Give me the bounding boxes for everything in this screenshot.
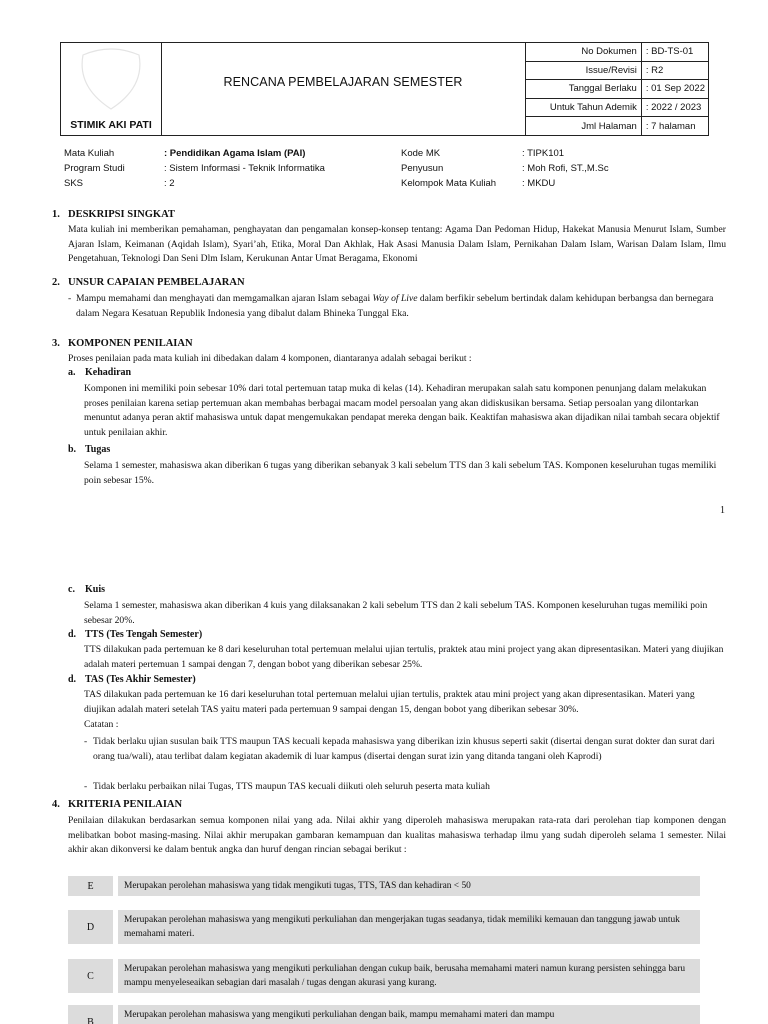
logo-cell: [61, 43, 162, 135]
grade-description: Merupakan perolehan mahasiswa yang mengikuti perkuliahan dengan baik, mampu memahami materi dan mampu: [118, 1005, 700, 1024]
section-heading-1: 1. DESKRIPSI SINGKAT: [52, 209, 175, 220]
institution-logo-icon: [73, 47, 149, 113]
subsection-kehadiran-text: Komponen ini memiliki poin sebesar 10% dari total pertemuan tatap muka di kelas (14). Kehadiran merupakan salah satu komponen penunjang dalam melakukan proses penilaian karena setiap pertemuan akan membahas berbagai macam model persoalan yang akan didiskusikan bersama. Setiap persoalan yang dilontarkan menuntut adanya peran aktif mahasiswa untuk dapat mengemukakan pendapat mereka dengan baik. Keaktifan mahasiswa akan dijadikan nilai tambah secara objektif untuk penilaian akhir.: [84, 383, 720, 438]
document-meta-table: [525, 43, 709, 135]
grade-row-c: [68, 959, 700, 993]
meta-row: [525, 61, 709, 80]
grade-letter: E: [68, 876, 113, 896]
section-heading-3: 3. KOMPONEN PENILAIAN: [52, 338, 193, 349]
section-heading-2: 2. UNSUR CAPAIAN PEMBELAJARAN: [52, 277, 245, 288]
subsection-tas-text: TAS dilakukan pada pertemuan ke 16 dari keseluruhan total pertemuan melalui ujian tertulis, praktek atau mini project yang akan dipresentasikan. Materi yang diujikan adalah materi setelah TAS yaitu materi pada pertemuan 9 sampai dengan 15, dengan bobot yang diberikan sebesar 30%.: [84, 689, 695, 715]
info-value: : 2: [164, 178, 175, 189]
info-value: : TIPK101: [522, 148, 565, 159]
meta-label: Untuk Tahun Ademik: [525, 98, 641, 117]
info-value: : Sistem Informasi - Teknik Informatika: [164, 163, 325, 174]
info-value: : Pendidikan Agama Islam (PAI): [164, 148, 306, 159]
meta-row: [525, 43, 709, 61]
title-cell: [161, 43, 526, 135]
section-2-bullet: - Mampu memahami dan menghayati dan memgamalkan ajaran Islam sebagai Way of Live dalam berfikir sebelum bertindak dalam kehidupan berbangsa dan bernegara dalam Negara Kesatuan Republik Indonesia yang dibalut dalam Bhineka Tunggal Eka.: [68, 293, 714, 319]
note-item: - Tidak berlaku ujian susulan baik TTS maupun TAS kecuali kepada mahasiswa yang diberikan izin khusus seperti sakit (disertai dengan surat dokter dan surat dari orang tua/wali), atau terlibat dalam kegiatan akademik di luar kampus (disertai dengan surat izin yang ditanda tangani oleh Kaprodi): [84, 736, 715, 762]
info-label: SKS: [64, 178, 84, 189]
catatan-label: Catatan :: [84, 719, 119, 730]
meta-value: : 7 halaman: [645, 120, 696, 132]
section-4-text: Penilaian dilakukan berdasarkan semua komponen nilai yang ada. Nilai akhir yang diperoleh mahasiswa merupakan rata-rata dari perolehan tiap komponen dengan melibatkan bobot masing-masing. Nilai akhir merupakan gambaran kemampuan dan kualitas mahasiswa terhadap ilmu yang sudah diperoleh selama 1 semester. Nilai akhir akan dikonversi ke dalam bentuk angka dan huruf dengan rincian sebagai berikut :: [68, 815, 726, 856]
info-value: : MKDU: [522, 178, 556, 189]
grade-letter: C: [68, 959, 113, 993]
info-label: Mata Kuliah: [64, 148, 115, 159]
grade-letter: D: [68, 910, 113, 944]
document-header: [60, 42, 709, 136]
grade-letter: B: [68, 1005, 113, 1024]
grade-row-b: [68, 1005, 700, 1024]
subsection-tugas: b. Tugas: [68, 444, 111, 455]
info-value: : Moh Rofi, ST.,M.Sc: [522, 163, 609, 174]
note-item: - Tidak berlaku perbaikan nilai Tugas, TTS maupun TAS kecuali diikuti oleh seluruh peserta mata kuliah: [84, 781, 490, 792]
info-label: Penyusun: [401, 163, 444, 174]
subsection-tas: d. TAS (Tes Akhir Semester): [68, 674, 196, 685]
meta-value: : 01 Sep 2022: [641, 80, 709, 99]
section-1-text: Mata kuliah ini memberikan pemahaman, penghayatan dan pengamalan konsep-konsep tentang: Agama Dan Pedoman Hidup, Hakekat Manusia Menurut Islam, Sumber Ajaran Islam, Keimanan (Aqidah Islam), Syari’ah, Etika, Moral Dan Akhlak, Hak Asasi Manusia Dalam Islam, Pernikahan Dalam Islam, Warisan Dalam Islam, Ilmu Pengetahuan, Teknologi Dan Seni Dlm Islam, Kerukunan Antar Umat Beragama, Ekonomi: [68, 224, 726, 265]
grade-row-d: [68, 910, 700, 944]
meta-value: : BD-TS-01: [641, 43, 709, 61]
grade-row-e: [68, 876, 700, 896]
subsection-tugas-text: Selama 1 semester, mahasiswa akan diberikan 6 tugas yang diberikan sebanyak 3 kali sebelum TTS dan 3 kali sebelum TAS. Komponen keseluruhan tugas memiliki poin sebesar 15%.: [84, 460, 717, 486]
subsection-tts: d. TTS (Tes Tengah Semester): [68, 629, 203, 640]
grade-description: Merupakan perolehan mahasiswa yang mengikuti perkuliahan dengan cukup baik, berusaha memahami materi namun kurang persisten sehingga baru mampu menyeleseaikan sebagian dari masalah / tugas dengan akurasi yang kurang.: [118, 959, 700, 993]
grade-description: Merupakan perolehan mahasiswa yang tidak mengikuti tugas, TTS, TAS dan kehadiran < 50: [118, 876, 700, 896]
document-title: RENCANA PEMBELAJARAN SEMESTER: [223, 75, 463, 89]
meta-value: : R2: [641, 61, 709, 80]
meta-label: Tanggal Berlaku: [525, 80, 641, 99]
meta-row: [525, 98, 709, 117]
meta-label: Jml Halaman: [525, 117, 641, 135]
meta-label: No Dokumen: [525, 43, 641, 61]
page-number: 1: [720, 505, 725, 516]
info-label: Program Studi: [64, 163, 125, 174]
subsection-kuis: c. Kuis: [68, 584, 106, 595]
section-heading-4: 4. KRITERIA PENILAIAN: [52, 799, 183, 810]
subsection-kehadiran: a. Kehadiran: [68, 367, 132, 378]
subsection-tts-text: TTS dilakukan pada pertemuan ke 8 dari keseluruhan total pertemuan melalui ujian tertulis, praktek atau mini project yang akan dipresentasikan. Materi yang diujikan adalah materi pertemuan 1 sampai dengan 7, dengan bobot yang diberikan sebesar 25%.: [84, 644, 724, 670]
meta-row: [525, 80, 709, 99]
institution-name: STIMIK AKI PATI: [70, 119, 152, 131]
meta-label: Issue/Revisi: [525, 61, 641, 80]
grade-description: Merupakan perolehan mahasiswa yang mengikuti perkuliahan dan mengerjakan tugas seadanya, tidak memiliki kemauan dan tanggung jawab untuk memahami materi.: [118, 910, 700, 944]
info-label: Kelompok Mata Kuliah: [401, 178, 497, 189]
meta-value: : 2022 / 2023: [641, 98, 709, 117]
meta-row: [525, 117, 709, 135]
section-3-intro: Proses penilaian pada mata kuliah ini dibedakan dalam 4 komponen, diantaranya adalah sebagai berikut :: [68, 353, 472, 364]
info-label: Kode MK: [401, 148, 441, 159]
subsection-kuis-text: Selama 1 semester, mahasiswa akan diberikan 4 kuis yang dilaksanakan 2 kali sebelum TTS dan 2 kali sebelum TAS. Komponen keseluruhan tugas memiliki poin sebesar 20%.: [84, 600, 708, 626]
